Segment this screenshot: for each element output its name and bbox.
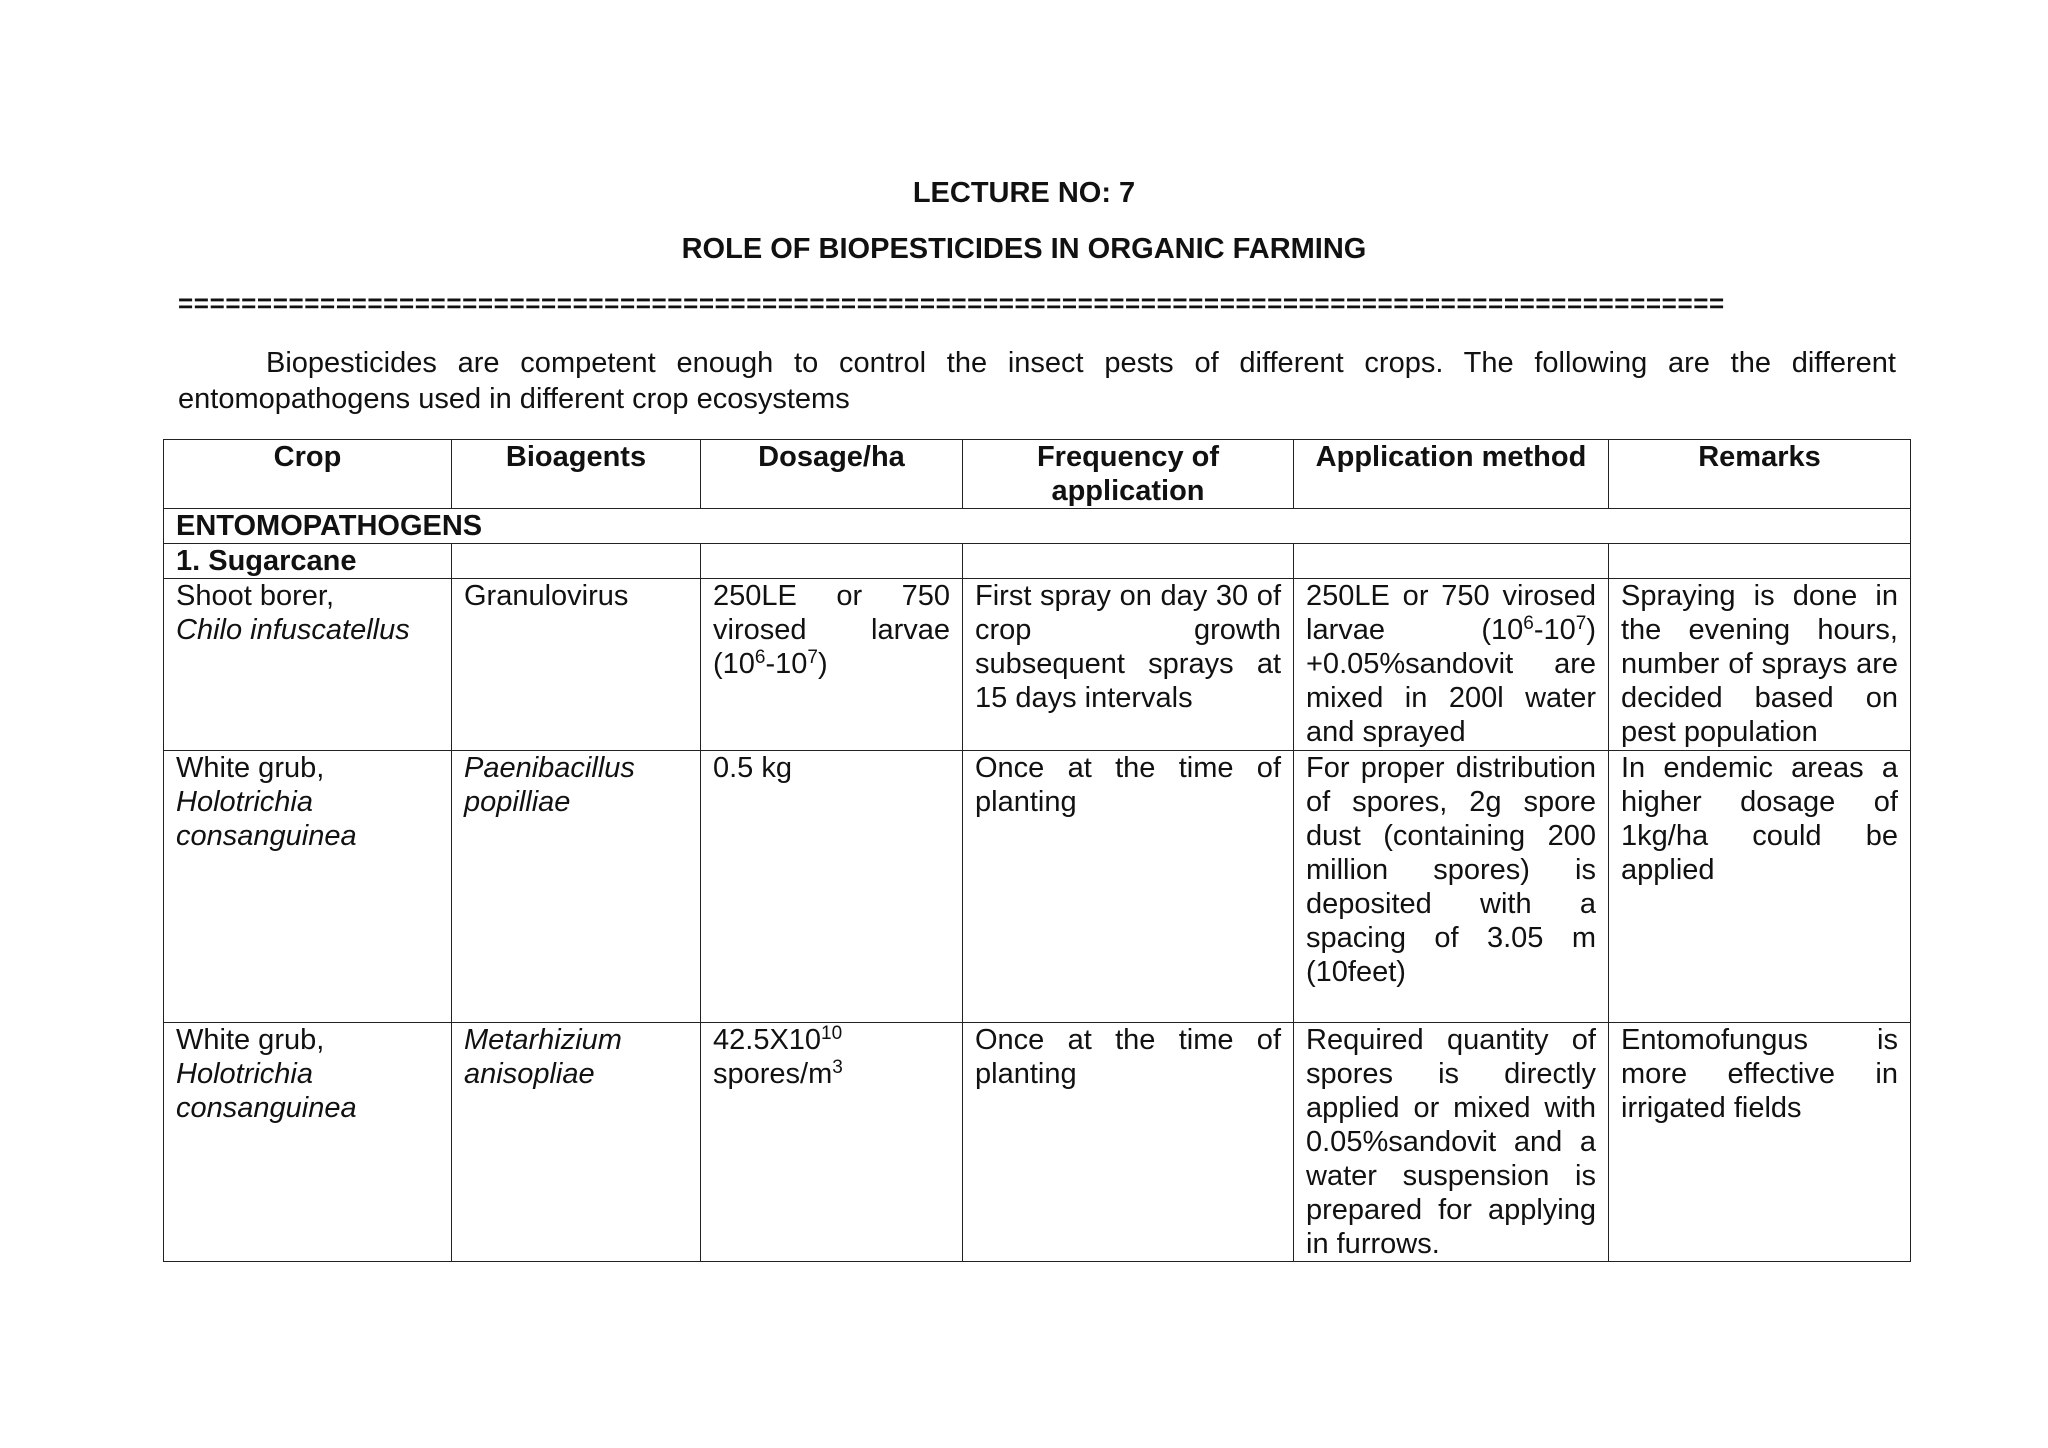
crop-common-name: White grub, [176,752,325,784]
dosage-exponent: 3 [832,1057,843,1078]
crop-scientific-name: Holotrichia consanguinea [176,786,357,852]
page-title: ROLE OF BIOPESTICIDES IN ORGANIC FARMING [681,233,1367,265]
separator-rule: ================================================================================================== [178,288,1725,318]
crop-scientific-name: Chilo infuscatellus [176,614,410,646]
col-header-bioagents: Bioagents [452,440,701,509]
frequency-cell: First spray on day 30 of crop growth subsequent sprays at 15 days intervals [963,579,1294,751]
table-row [164,1023,1911,1262]
table-row [164,579,1911,751]
empty-cell [1609,544,1911,579]
bioagent-cell: Metarhizium anisopliae [452,1023,701,1262]
crop-common-name: White grub, [176,1024,325,1056]
crop-common-name: Shoot borer, [176,580,334,612]
crop-cell [164,1023,452,1262]
intro-paragraph: Biopesticides are competent enough to control the insect pests of different crops. The following are the different entomopathogens used in different crop ecosystems [178,347,1896,415]
method-text: ) +0.05%sandovit are mixed in 200l water and sprayed [1306,614,1596,748]
dosage-exponent: 6 [754,647,766,668]
empty-cell [963,544,1294,579]
remarks-cell: In endemic areas a higher dosage of 1kg/ha could be applied [1609,751,1911,1023]
col-header-remarks: Remarks [1609,440,1911,509]
method-text: 250LE or 750 virosed larvae (10 [1306,580,1596,646]
bioagent-cell: Granulovirus [452,579,701,751]
dosage-text: ) [818,648,828,680]
method-cell: Required quantity of spores is directly applied or mixed with 0.05%sandovit and a water suspension is prepared for applying in furrows. [1294,1023,1609,1262]
empty-cell [452,544,701,579]
empty-cell [1294,544,1609,579]
method-cell: For proper distribution of spores, 2g spore dust (containing 200 million spores) is deposited with a spacing of 3.05 m (10feet) [1294,751,1609,1023]
empty-cell [701,544,963,579]
method-cell [1294,579,1609,751]
dosage-cell [701,1023,963,1262]
crop-scientific-name: Holotrichia consanguinea [176,1058,357,1124]
col-header-method: Application method [1294,440,1609,509]
section-label: ENTOMOPATHOGENS [164,509,1911,544]
subsection-row [164,544,1911,579]
col-header-crop: Crop [164,440,452,509]
table-header-row [164,440,1911,509]
bioagent-cell: Paenibacillus popilliae [452,751,701,1023]
section-row [164,509,1911,544]
subsection-label: 1. Sugarcane [164,544,452,579]
dosage-text: spores/m [713,1058,833,1090]
crop-cell [164,579,452,751]
method-exponent: 6 [1523,613,1534,634]
lecture-number: LECTURE NO: 7 [912,177,1136,209]
remarks-cell: Spraying is done in the evening hours, number of sprays are decided based on pest population [1609,579,1911,751]
dosage-text: 42.5X10 [713,1024,822,1056]
dosage-exponent: 7 [807,647,818,668]
dosage-text: -10 [765,648,808,680]
table-row [164,751,1911,1023]
dosage-text: 250LE or 750 virosed larvae (10 [713,580,950,680]
col-header-frequency: Frequency of application [963,440,1294,509]
frequency-cell: Once at the time of planting [963,751,1294,1023]
frequency-cell: Once at the time of planting [963,1023,1294,1262]
crop-cell [164,751,452,1023]
method-text: -10 [1533,614,1576,646]
biopesticide-table [163,439,1911,1262]
method-exponent: 7 [1575,613,1587,634]
dosage-exponent: 10 [821,1023,843,1044]
remarks-cell: Entomofungus is more effective in irrigated fields [1609,1023,1911,1262]
dosage-cell [701,579,963,751]
col-header-dosage: Dosage/ha [701,440,963,509]
dosage-cell: 0.5 kg [701,751,963,1023]
